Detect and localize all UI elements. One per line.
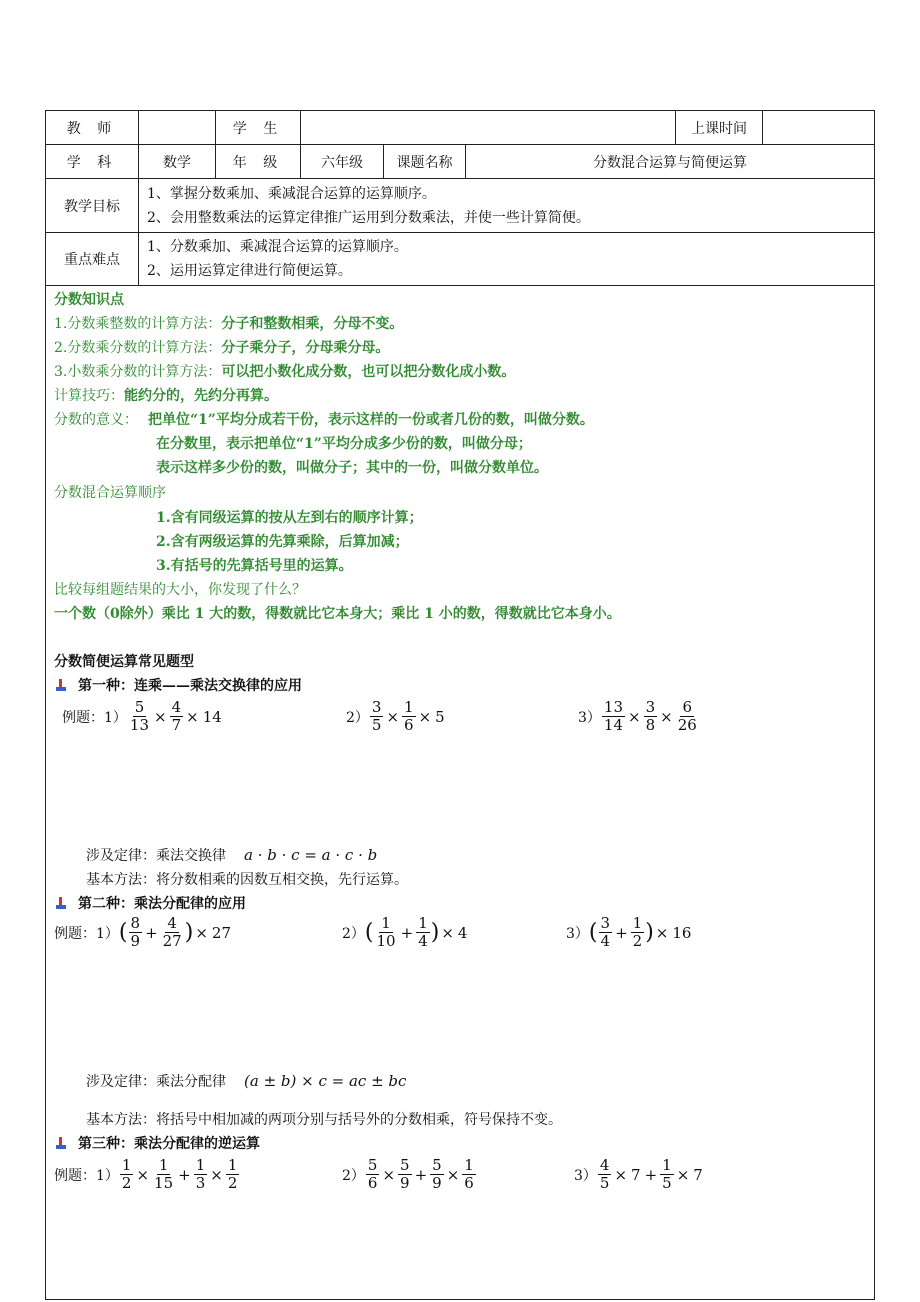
fraction: $\frac{3}{4}$: [600, 914, 611, 950]
rule-label: 2.分数乘分数的计算方法：: [54, 340, 222, 356]
fraction: $\frac{4}{27}$: [162, 914, 182, 950]
header-table: [45, 110, 875, 286]
example-3-1: 例题： 1） $\frac{1}{2}$ × $\frac{1}{15}$ + $\frac{1}{3}$ × $\frac{1}{2}$: [54, 1156, 238, 1192]
fraction: $\frac{1}{3}$: [195, 1156, 206, 1192]
type2-method: 基本方法：将括号中相加减的两项分别与括号外的分数相乘，符号保持不变。: [86, 1112, 562, 1128]
grade-label: 年 级: [216, 145, 301, 179]
heading-text: 第一种：连乘——乘法交换律的应用: [78, 678, 302, 694]
type1-method: 基本方法：将分数相乘的因数互相交换，先行运算。: [86, 872, 408, 888]
type1-law: [86, 845, 377, 865]
fraction: $\frac{1}{4}$: [418, 914, 428, 950]
fraction: $\frac{1}{10}$: [376, 914, 396, 950]
example-number: 2）: [342, 925, 365, 942]
rule-text: 把单位“1”平均分成若干份，表示这样的一份或者几份的数，叫做分数。: [148, 412, 594, 428]
fraction: $\frac{1}{15}$: [154, 1156, 174, 1192]
example-label: 例题：: [62, 709, 104, 726]
key-label: 重点难点: [46, 233, 139, 286]
bullet-icon: [54, 896, 68, 910]
order-title: 分数混合运算顺序: [54, 485, 166, 501]
law-formula: (a ± b) × c = ac ± bc: [244, 1072, 407, 1090]
heading-text: 第三种：乘法分配律的逆运算: [78, 1136, 260, 1152]
example-number: 2）: [346, 709, 369, 726]
fraction: $\frac{1}{6}$: [404, 698, 414, 734]
key-cell: [139, 233, 875, 286]
fraction: $\frac{13}{14}$: [603, 698, 624, 734]
example-label: 例题：: [54, 925, 96, 942]
compare-answer: 一个数（0除外）乘比 1 大的数，得数就比它本身大；乘比 1 小的数，得数就比它本身小。: [54, 606, 621, 622]
rule-text: 分子和整数相乘，分母不变。: [221, 316, 404, 332]
example-number: 1）: [96, 925, 119, 942]
meaning-line: [54, 409, 594, 429]
fraction: $\frac{3}{5}$: [371, 698, 382, 734]
type2-law: [86, 1071, 406, 1091]
fraction: $\frac{8}{9}$: [130, 914, 141, 950]
fraction: $\frac{1}{2}$: [632, 914, 643, 950]
fraction: $\frac{3}{8}$: [645, 698, 656, 734]
grade-value: 六年级: [301, 145, 384, 179]
topic-value: 分数混合运算与简便运算: [466, 145, 875, 179]
type3-heading: [54, 1133, 260, 1153]
fraction: $\frac{6}{26}$: [677, 698, 697, 734]
example-3-3: 3） $\frac{4}{5}$ × 7 + $\frac{1}{5}$ × 7: [574, 1156, 703, 1192]
fraction: $\frac{4}{7}$: [171, 698, 182, 734]
goals-label: 教学目标: [46, 179, 139, 233]
fraction: $\frac{4}{5}$: [599, 1156, 610, 1192]
example-2-2: 2） ( $\frac{1}{10}$ + $\frac{1}{4}$ ) × 4: [342, 914, 468, 950]
compare-question: 比较每组题结果的大小，你发现了什么？: [54, 582, 306, 598]
goal-item: 2、会用整数乘法的运算定律推广运用到分数乘法，并使一些计算简便。: [147, 209, 590, 226]
bullet-icon: [54, 678, 68, 692]
example-1-3: 3） $\frac{13}{14}$ × $\frac{3}{8}$ × $\frac{6}{26}$: [578, 698, 697, 734]
meaning-line-2: 在分数里，表示把单位“1”平均分成多少份的数，叫做分母；: [156, 436, 532, 452]
time-label: 上课时间: [676, 111, 763, 145]
law-formula: a · b · c = a · c · b: [244, 846, 378, 864]
example-2-1: 例题： 1） ( $\frac{8}{9}$ + $\frac{4}{27}$ ) × 27: [54, 914, 231, 950]
fraction: $\frac{5}{13}$: [129, 698, 150, 734]
meaning-line-3: 表示这样多少份的数，叫做分子；其中的一份，叫做分数单位。: [156, 460, 548, 476]
knowledge-title: 分数知识点: [54, 292, 124, 308]
order-item: 3.有括号的先算括号里的运算。: [156, 558, 353, 574]
order-item: 1.含有同级运算的按从左到右的顺序计算；: [156, 510, 423, 526]
bullet-icon: [54, 1136, 68, 1150]
teacher-label: 教 师: [46, 111, 139, 145]
rule-text: 可以把小数化成分数，也可以把分数化成小数。: [221, 364, 516, 380]
example-2-3: 3） ( $\frac{3}{4}$ + $\frac{1}{2}$ ) × 16: [566, 914, 692, 950]
law-label: 涉及定律：乘法交换律: [86, 848, 226, 864]
rule-label: 分数的意义：: [54, 412, 138, 428]
topic-label: 课题名称: [384, 145, 466, 179]
heading-text: 第二种：乘法分配律的应用: [78, 896, 246, 912]
fraction: $\frac{5}{6}$: [367, 1156, 378, 1192]
order-item: 2.含有两级运算的先算乘除，后算加减；: [156, 534, 409, 550]
example-number: 2）: [342, 1167, 365, 1184]
rule-text: 能约分的，先约分再算。: [124, 388, 278, 404]
rule-text: 分子乘分子，分母乘分母。: [221, 340, 390, 356]
student-label: 学 生: [216, 111, 301, 145]
goals-cell: [139, 179, 875, 233]
teacher-value: [139, 111, 216, 145]
law-label: 涉及定律：乘法分配律: [86, 1074, 226, 1090]
rule-label: 3.小数乘分数的计算方法：: [54, 364, 222, 380]
time-value: [763, 111, 875, 145]
goal-item: 1、掌握分数乘加、乘减混合运算的运算顺序。: [147, 185, 436, 202]
fraction: $\frac{1}{6}$: [464, 1156, 474, 1192]
rule-label: 计算技巧：: [54, 388, 124, 404]
example-number: 1）: [96, 1167, 119, 1184]
example-number: 1）: [104, 709, 127, 726]
rule-label: 1.分数乘整数的计算方法：: [54, 316, 222, 332]
key-item: 2、运用运算定律进行简便运算。: [147, 263, 352, 279]
subject-label: 学 科: [46, 145, 139, 179]
example-3-2: 2） $\frac{5}{6}$ × $\frac{5}{9}$ + $\frac{5}{9}$ × $\frac{1}{6}$: [342, 1156, 474, 1192]
fraction: $\frac{1}{5}$: [662, 1156, 672, 1192]
fraction: $\frac{1}{2}$: [121, 1156, 132, 1192]
simple-title: 分数简便运算常见题型: [54, 654, 194, 670]
knowledge-line-3: [54, 361, 515, 381]
example-1-2: 2） $\frac{3}{5}$ × $\frac{1}{6}$ × 5: [346, 698, 445, 734]
fraction: $\frac{5}{9}$: [432, 1156, 442, 1192]
example-1-1: 例题： 1） $\frac{5}{13}$ × $\frac{4}{7}$ × 14: [62, 698, 222, 734]
type2-heading: [54, 893, 246, 913]
fraction: $\frac{1}{2}$: [227, 1156, 238, 1192]
example-number: 3）: [574, 1167, 597, 1184]
example-number: 3）: [566, 925, 589, 942]
lesson-plan-page: [45, 110, 875, 1300]
type1-heading: [54, 675, 302, 695]
tip-line: [54, 385, 278, 405]
subject-value: 数学: [139, 145, 216, 179]
fraction: $\frac{5}{9}$: [400, 1156, 410, 1192]
student-value: [301, 111, 676, 145]
knowledge-line-1: [54, 313, 403, 333]
example-number: 3）: [578, 709, 601, 726]
example-label: 例题：: [54, 1167, 96, 1184]
key-item: 1、分数乘加、乘减混合运算的运算顺序。: [147, 239, 408, 255]
knowledge-line-2: [54, 337, 389, 357]
